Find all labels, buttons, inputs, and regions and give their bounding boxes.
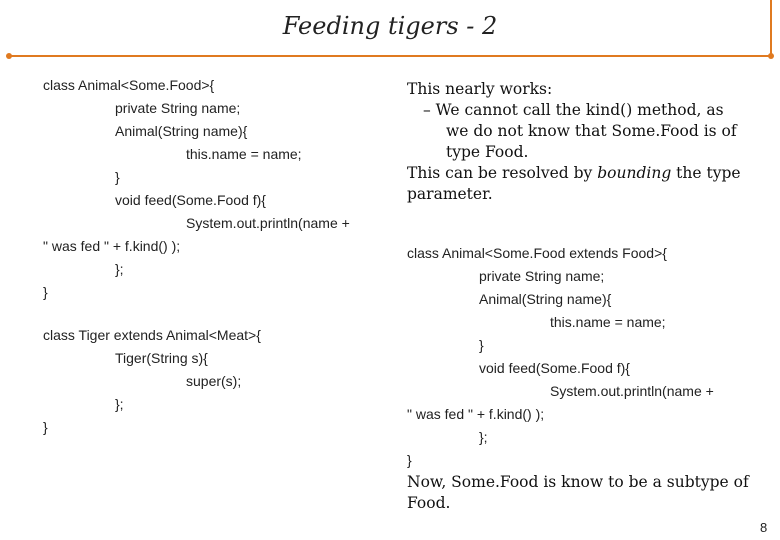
code-line: }; — [115, 261, 124, 277]
right-code-block — [407, 242, 767, 472]
code-line: } — [115, 169, 120, 185]
code-line: }; — [115, 396, 124, 412]
code-line: " was fed " + f.kind() ); — [407, 406, 545, 422]
code-line: void feed(Some.Food f){ — [479, 360, 630, 376]
emphasis-text: bounding — [597, 164, 672, 182]
code-line: private String name; — [479, 268, 605, 284]
text-line: we do not know that Some.Food is of — [446, 122, 737, 140]
code-line: System.out.println(name + — [186, 215, 350, 231]
text-line — [407, 163, 767, 184]
code-line: Animal(String name){ — [479, 291, 612, 307]
code-line: this.name = name; — [550, 314, 666, 330]
text-line: This nearly works: — [407, 80, 553, 98]
text-line: Now, Some.Food is know to be a subtype of — [407, 473, 749, 491]
code-line: System.out.println(name + — [550, 383, 714, 399]
code-line: this.name = name; — [186, 146, 302, 162]
title-underline — [8, 55, 771, 57]
code-line: Animal(String name){ — [115, 123, 248, 139]
code-line: class Animal<Some.Food extends Food>{ — [407, 245, 667, 261]
text-span: This can be resolved by — [407, 164, 598, 182]
left-code-block-2 — [43, 324, 383, 439]
code-line: } — [43, 284, 48, 300]
page-number: 8 — [760, 520, 768, 535]
title-right-rule — [770, 0, 772, 57]
code-line: } — [407, 452, 412, 468]
code-line: class Tiger extends Animal<Meat>{ — [43, 327, 261, 343]
right-text-block — [407, 79, 767, 205]
code-line: " was fed " + f.kind() ); — [43, 238, 181, 254]
slide-title: Feeding tigers - 2 — [282, 12, 498, 40]
text-line: Food. — [407, 494, 451, 512]
code-line: } — [43, 419, 48, 435]
code-line: void feed(Some.Food f){ — [115, 192, 266, 208]
text-span: the type — [671, 164, 741, 182]
left-code-block — [43, 74, 383, 304]
text-line: type Food. — [446, 143, 529, 161]
code-line: }; — [479, 429, 488, 445]
right-text-block-2 — [407, 472, 767, 514]
rule-dot-left — [6, 53, 12, 59]
code-line: class Animal<Some.Food>{ — [43, 77, 215, 93]
bullet-line: – We cannot call the kind() method, as — [423, 101, 724, 119]
code-line: private String name; — [115, 100, 241, 116]
code-line: } — [479, 337, 484, 353]
code-line: super(s); — [186, 373, 242, 389]
code-line: Tiger(String s){ — [115, 350, 208, 366]
rule-dot-right — [768, 53, 774, 59]
text-line: parameter. — [407, 185, 493, 203]
